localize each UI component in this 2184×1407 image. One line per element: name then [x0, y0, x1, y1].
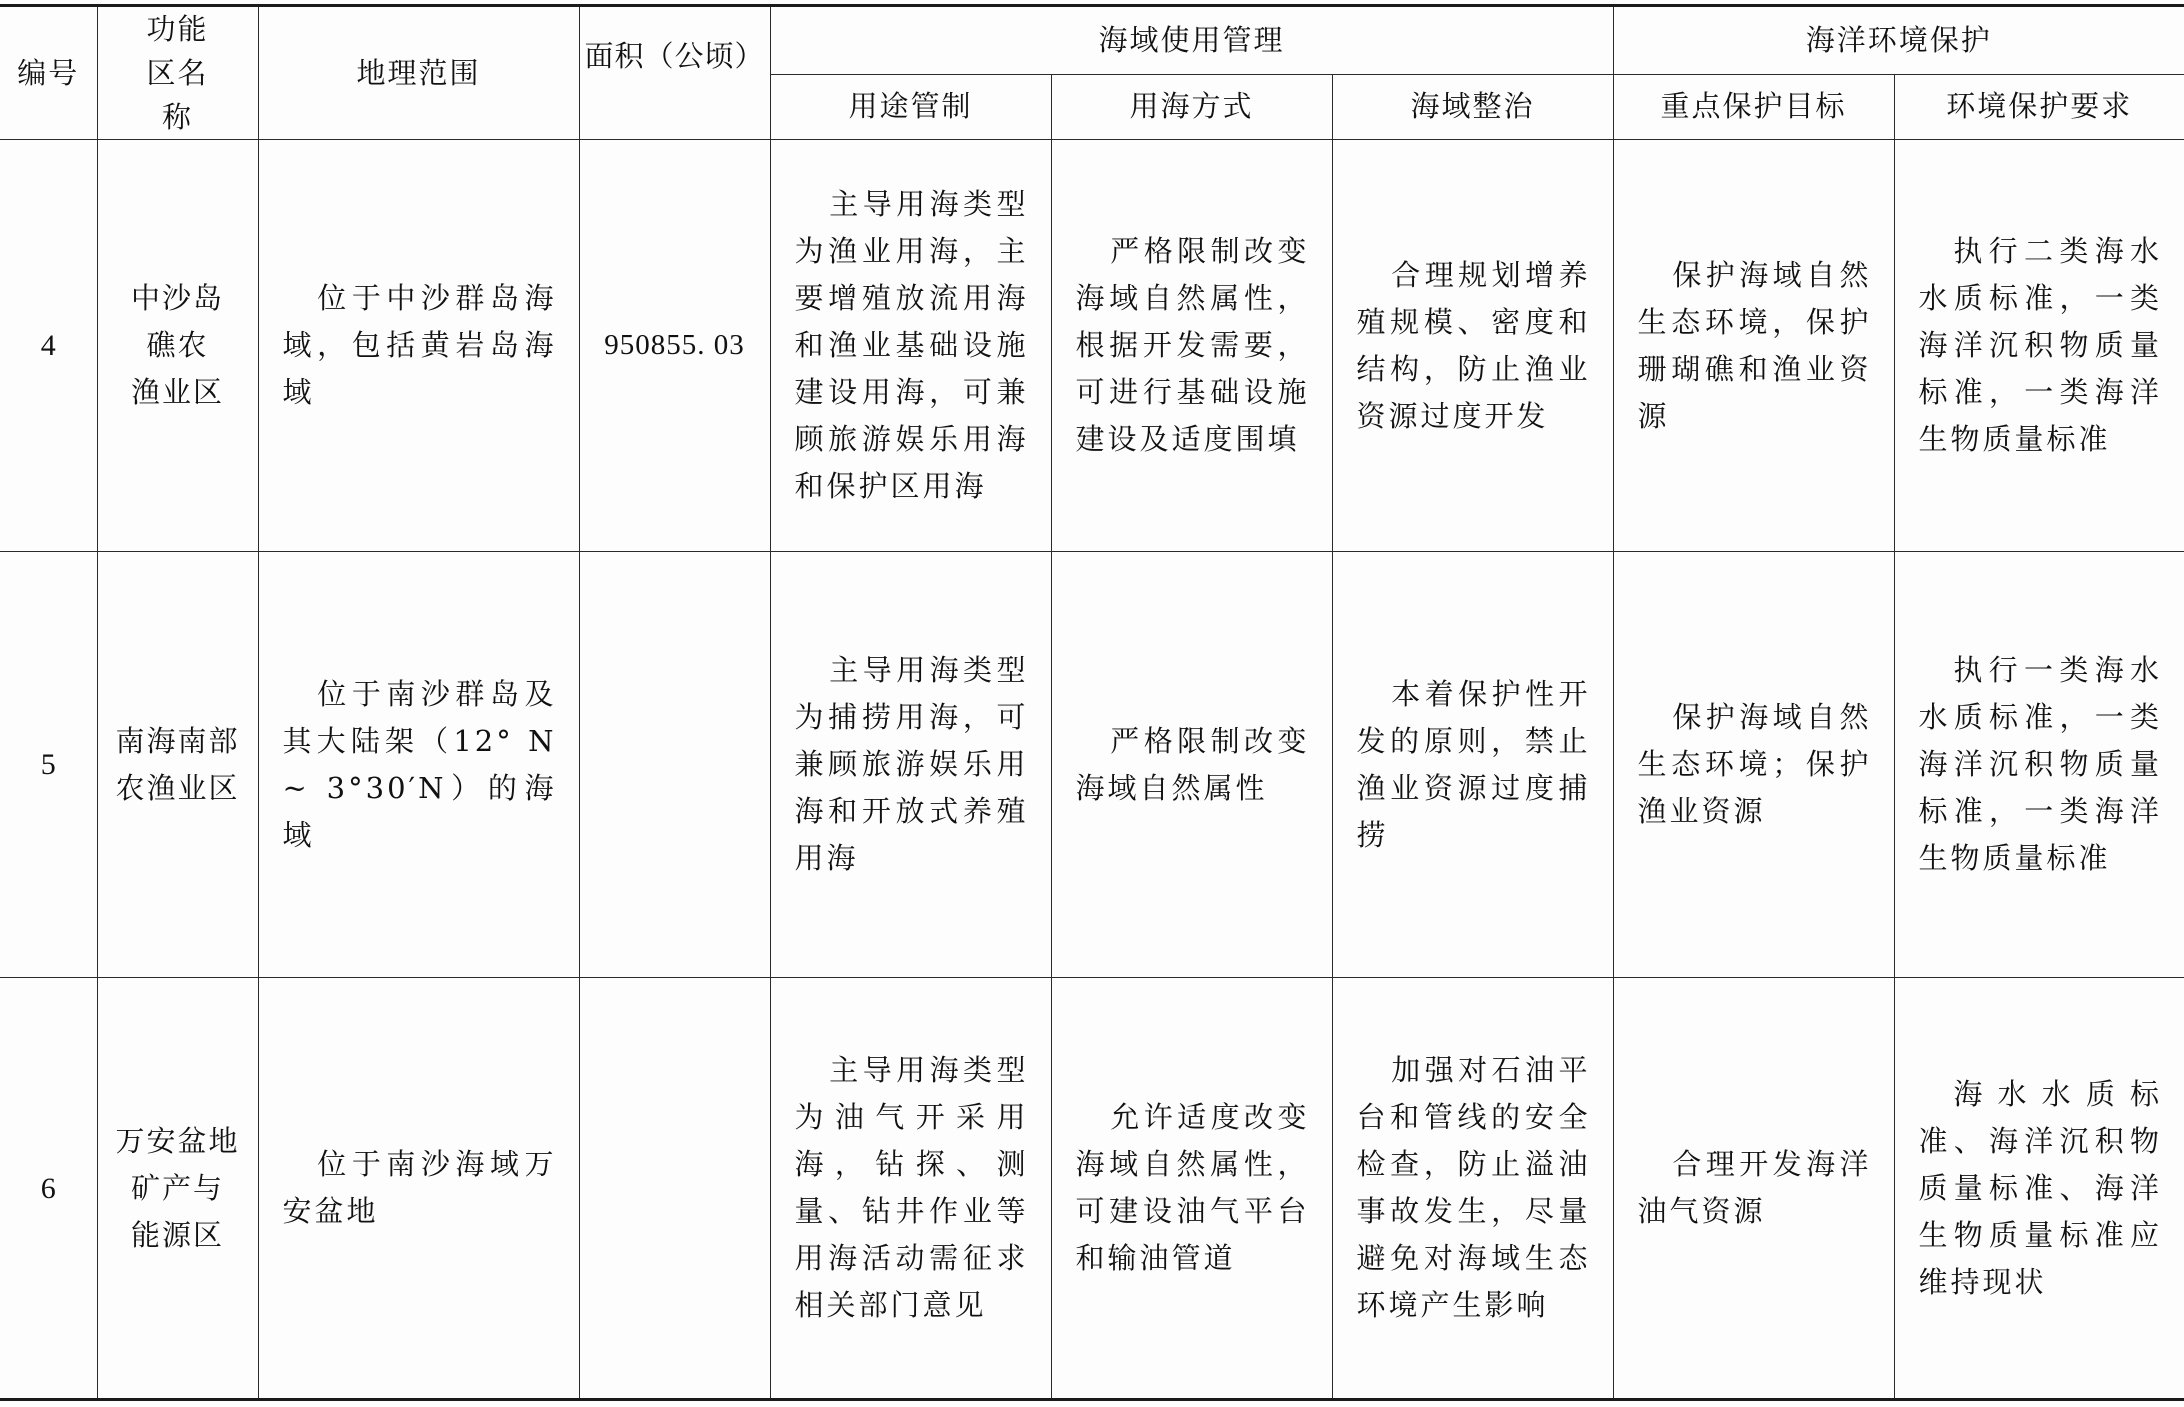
header-usage-control: 用途管制 — [770, 74, 1051, 139]
cell-usage-control: 主导用海类型为渔业用海，主要增殖放流用海和渔业基础设施建设用海，可兼顾旅游娱乐用海和保护区用海 — [770, 140, 1051, 552]
cell-geo-range: 位于南沙海域万安盆地 — [258, 978, 579, 1400]
cell-sea-use-mode: 允许适度改变海域自然属性，可建设油气平台和输油管道 — [1051, 978, 1332, 1400]
cell-usage-control: 主导用海类型为捕捞用海，可兼顾旅游娱乐用海和开放式养殖用海 — [770, 552, 1051, 978]
header-area: 面积（公顷） — [579, 6, 770, 140]
table-row — [0, 978, 2184, 1400]
header-zone-name-label: 功能区名称 — [146, 12, 209, 134]
header-env-requirements: 环境保护要求 — [1894, 74, 2184, 139]
cell-remediation: 本着保护性开发的原则，禁止渔业资源过度捕捞 — [1332, 552, 1613, 978]
cell-zone-name: 中沙岛 礁农 渔业区 — [97, 140, 258, 552]
cell-sea-use-mode: 严格限制改变海域自然属性，根据开发需要，可进行基础设施建设及适度围填 — [1051, 140, 1332, 552]
header-zone-name — [97, 6, 258, 140]
header-env-group: 海洋环境保护 — [1613, 6, 2184, 75]
cell-env-requirements: 海水水质标准、海洋沉积物质量标准、海洋生物质量标准应维持现状 — [1894, 978, 2184, 1400]
header-sea-use-group: 海域使用管理 — [770, 6, 1613, 75]
cell-key-targets: 合理开发海洋油气资源 — [1613, 978, 1894, 1400]
cell-remediation: 加强对石油平台和管线的安全检查，防止溢油事故发生，尽量避免对海域生态环境产生影响 — [1332, 978, 1613, 1400]
cell-area: 950855. 03 — [579, 140, 770, 552]
header-remediation: 海域整治 — [1332, 74, 1613, 139]
table-body — [0, 140, 2184, 1400]
cell-usage-control: 主导用海类型为油气开采用海，钻探、测量、钻井作业等用海活动需征求相关部门意见 — [770, 978, 1051, 1400]
cell-key-targets: 保护海域自然生态环境；保护渔业资源 — [1613, 552, 1894, 978]
header-sea-use-mode: 用海方式 — [1051, 74, 1332, 139]
cell-key-targets: 保护海域自然生态环境，保护珊瑚礁和渔业资源 — [1613, 140, 1894, 552]
table-row — [0, 552, 2184, 978]
cell-id: 5 — [0, 552, 97, 978]
header-key-targets: 重点保护目标 — [1613, 74, 1894, 139]
cell-remediation: 合理规划增养殖规模、密度和结构，防止渔业资源过度开发 — [1332, 140, 1613, 552]
table-header — [0, 6, 2184, 140]
cell-sea-use-mode: 严格限制改变海域自然属性 — [1051, 552, 1332, 978]
cell-env-requirements: 执行二类海水水质标准，一类海洋沉积物质量标准，一类海洋生物质量标准 — [1894, 140, 2184, 552]
header-id: 编号 — [0, 6, 97, 140]
cell-id: 4 — [0, 140, 97, 552]
cell-geo-range: 位于中沙群岛海域，包括黄岩岛海域 — [258, 140, 579, 552]
table-row — [0, 140, 2184, 552]
cell-area — [579, 552, 770, 978]
cell-area — [579, 978, 770, 1400]
marine-functional-zone-table — [0, 4, 2184, 1401]
cell-geo-range: 位于南沙群岛及其大陆架（12° N ~ 3°30′N）的海域 — [258, 552, 579, 978]
cell-zone-name: 万安盆地 矿产与 能源区 — [97, 978, 258, 1400]
header-geo-range: 地理范围 — [258, 6, 579, 140]
cell-zone-name: 南海南部 农渔业区 — [97, 552, 258, 978]
cell-id: 6 — [0, 978, 97, 1400]
cell-env-requirements: 执行一类海水水质标准，一类海洋沉积物质量标准，一类海洋生物质量标准 — [1894, 552, 2184, 978]
header-row-top — [0, 6, 2184, 75]
